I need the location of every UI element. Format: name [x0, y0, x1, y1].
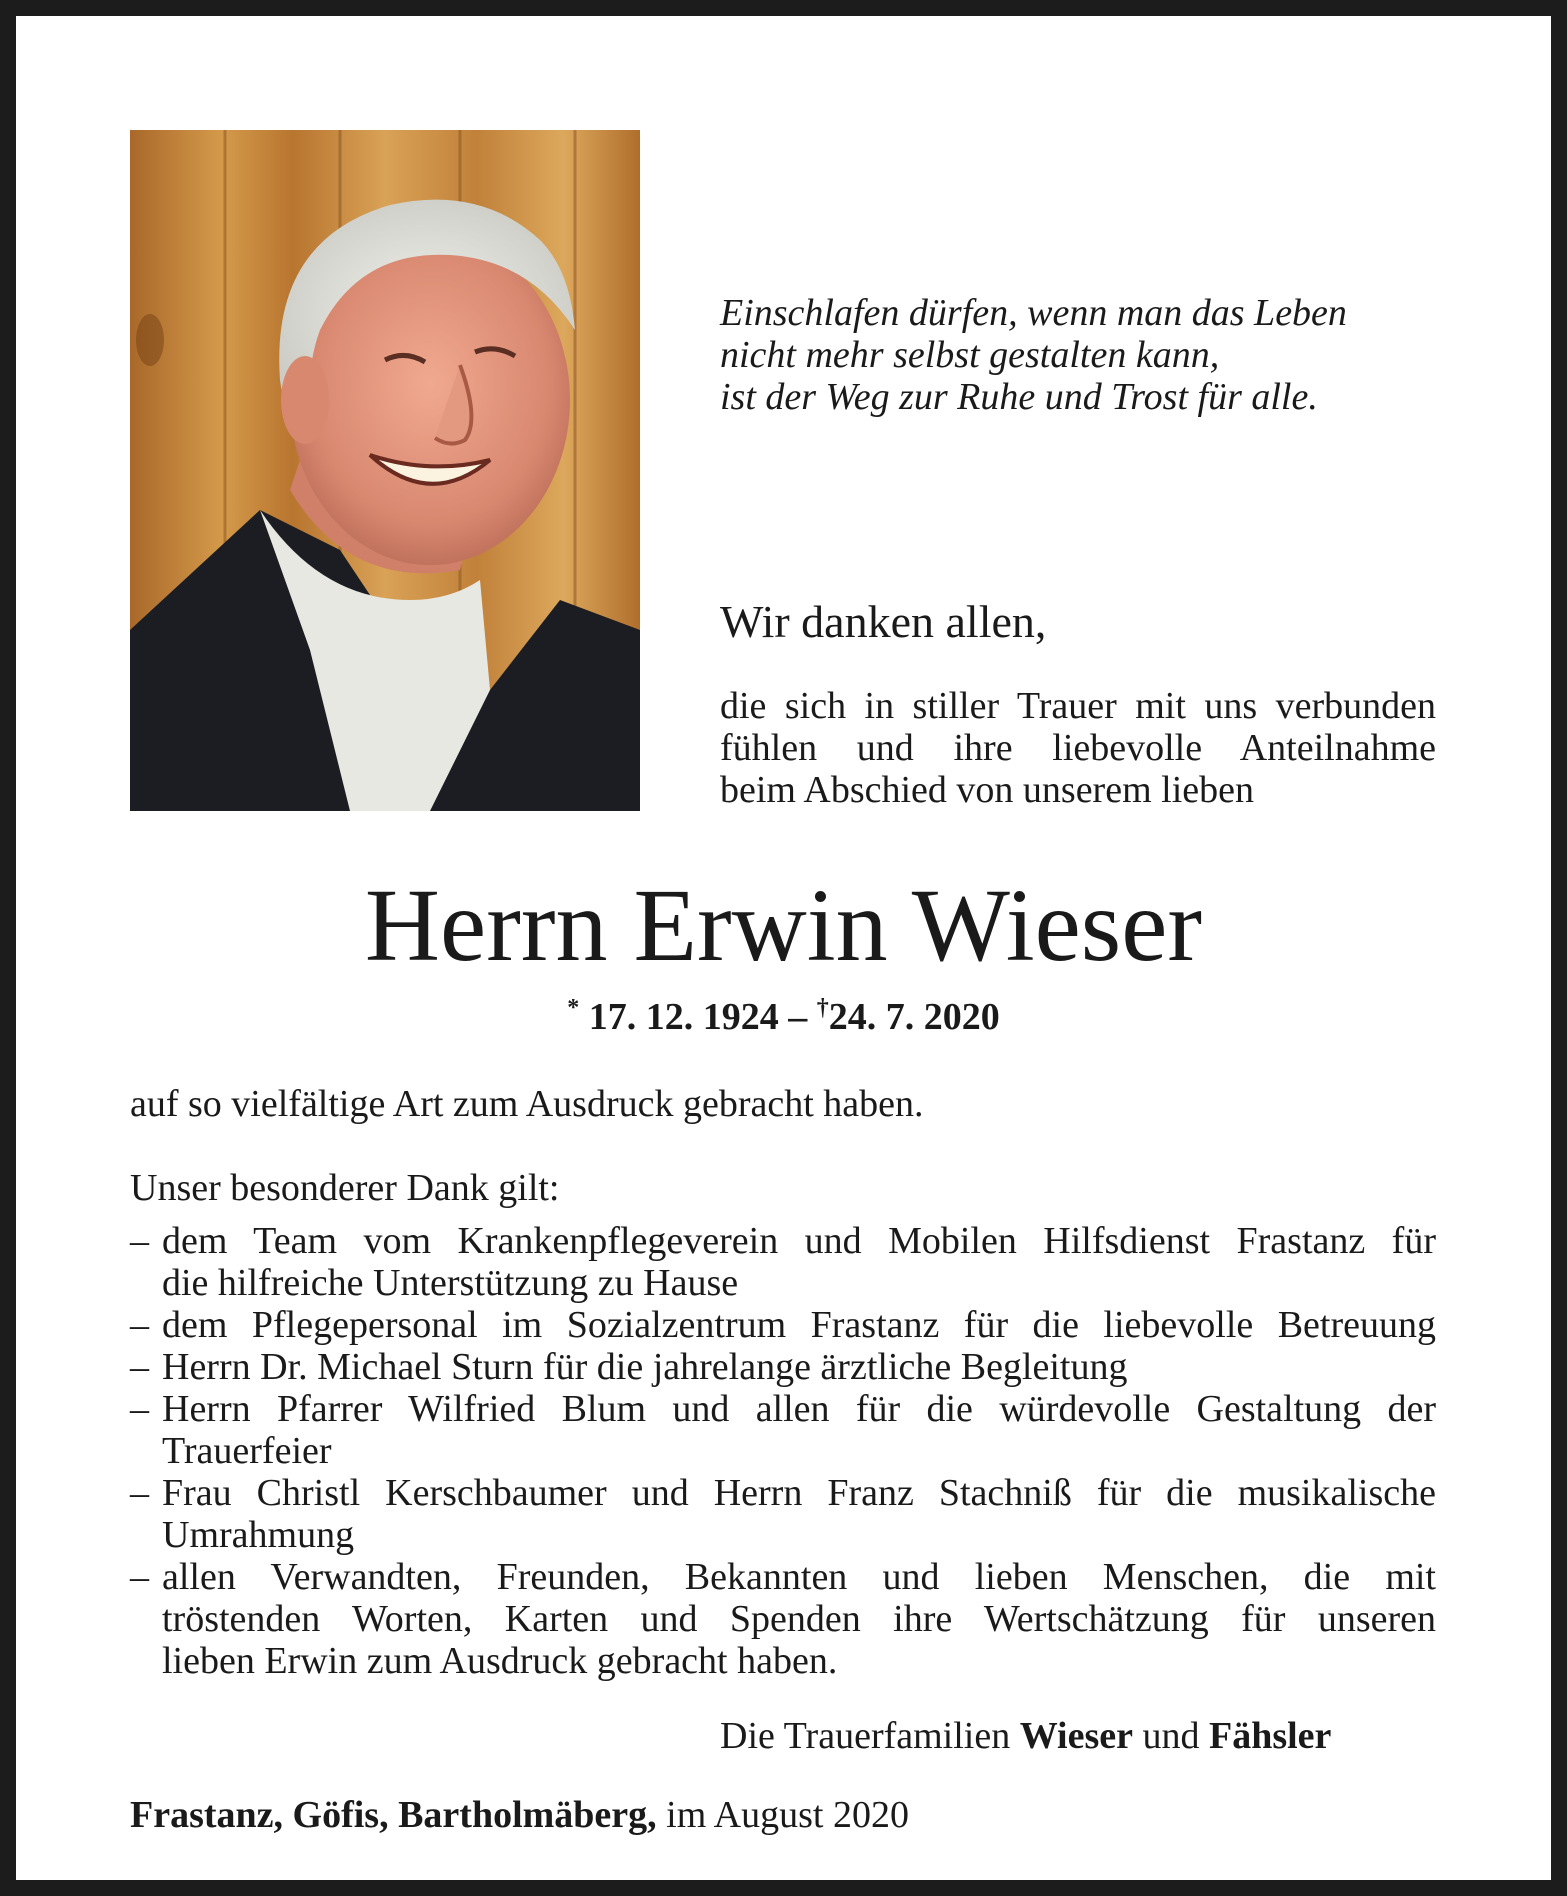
thanks-heading: Wir danken allen,: [720, 596, 1047, 647]
thanks-intro-line: fühlen und ihre liebevolle Anteilnahme: [720, 727, 1436, 769]
quote-line: Einschlafen dürfen, wenn man das Leben: [720, 292, 1347, 334]
memorial-quote: [720, 292, 1440, 418]
quote-line: nicht mehr selbst gestalten kann,: [720, 334, 1220, 376]
death-date: 24. 7. 2020: [828, 996, 1000, 1038]
list-item: [130, 1388, 1436, 1472]
list-item-line: lieben Erwin zum Ausdruck gebracht haben.: [162, 1640, 838, 1682]
quote-line: ist der Weg zur Ruhe und Trost für alle.: [720, 376, 1318, 418]
list-item-line: – dem Pflegepersonal im Sozialzentrum Frastanz für die liebevolle Betreuung: [162, 1304, 1436, 1346]
birth-symbol: *: [567, 995, 580, 1021]
list-item-line: die hilfreiche Unterstützung zu Hause: [162, 1262, 739, 1304]
date-separator: –: [788, 996, 808, 1038]
closing-line: auf so vielfältige Art zum Ausdruck gebracht haben.: [130, 1083, 924, 1125]
list-item-line: – dem Team vom Krankenpflegeverein und Mobilen Hilfsdienst Frastanz für: [162, 1220, 1436, 1262]
family-name-2: Fähsler: [1208, 1715, 1332, 1757]
portrait-photo: [130, 130, 640, 811]
list-item-line: – Herrn Pfarrer Wilfried Blum und allen für die würdevolle Gestaltung der: [162, 1388, 1436, 1430]
thanks-intro-line: beim Abschied von unserem lieben: [720, 769, 1254, 811]
special-thanks-title: Unser besonderer Dank gilt:: [130, 1167, 560, 1209]
list-item-line: – Frau Christl Kerschbaumer und Herrn Franz Stachniß für die musikalische: [162, 1472, 1436, 1514]
life-dates: [0, 986, 1567, 1039]
place-date-line: [130, 1794, 909, 1836]
death-symbol: †: [816, 995, 829, 1021]
deceased-name: Herrn Erwin Wieser: [364, 868, 1203, 983]
thanks-intro-line: die sich in stiller Trauer mit uns verbunden: [720, 685, 1436, 727]
birth-date: 17. 12. 1924: [588, 996, 779, 1038]
list-item-line: Trauerfeier: [162, 1430, 332, 1472]
family-name-1: Wieser: [1019, 1715, 1133, 1757]
list-item: [130, 1556, 1436, 1682]
list-item-line: Umrahmung: [162, 1514, 355, 1556]
list-item: [130, 1304, 1436, 1346]
list-item-line: – allen Verwandten, Freunden, Bekannten und lieben Menschen, die mit: [162, 1556, 1436, 1598]
signature-prefix: Die Trauerfamilien: [720, 1715, 1011, 1757]
publication-date: im August 2020: [666, 1794, 909, 1836]
signature-conjunction: und: [1142, 1715, 1200, 1757]
list-item: [130, 1346, 1436, 1388]
signature: [720, 1715, 1331, 1757]
thanks-intro: [720, 685, 1436, 811]
list-item-line: tröstenden Worten, Karten und Spenden ihre Wertschätzung für unseren: [162, 1598, 1436, 1640]
list-item: [130, 1220, 1436, 1304]
special-thanks-list: [130, 1220, 1436, 1682]
list-item: [130, 1472, 1436, 1556]
list-item-line: – Herrn Dr. Michael Sturn für die jahrelange ärztliche Begleitung: [162, 1346, 1128, 1388]
places: Frastanz, Göfis, Bartholmäberg,: [130, 1794, 657, 1836]
